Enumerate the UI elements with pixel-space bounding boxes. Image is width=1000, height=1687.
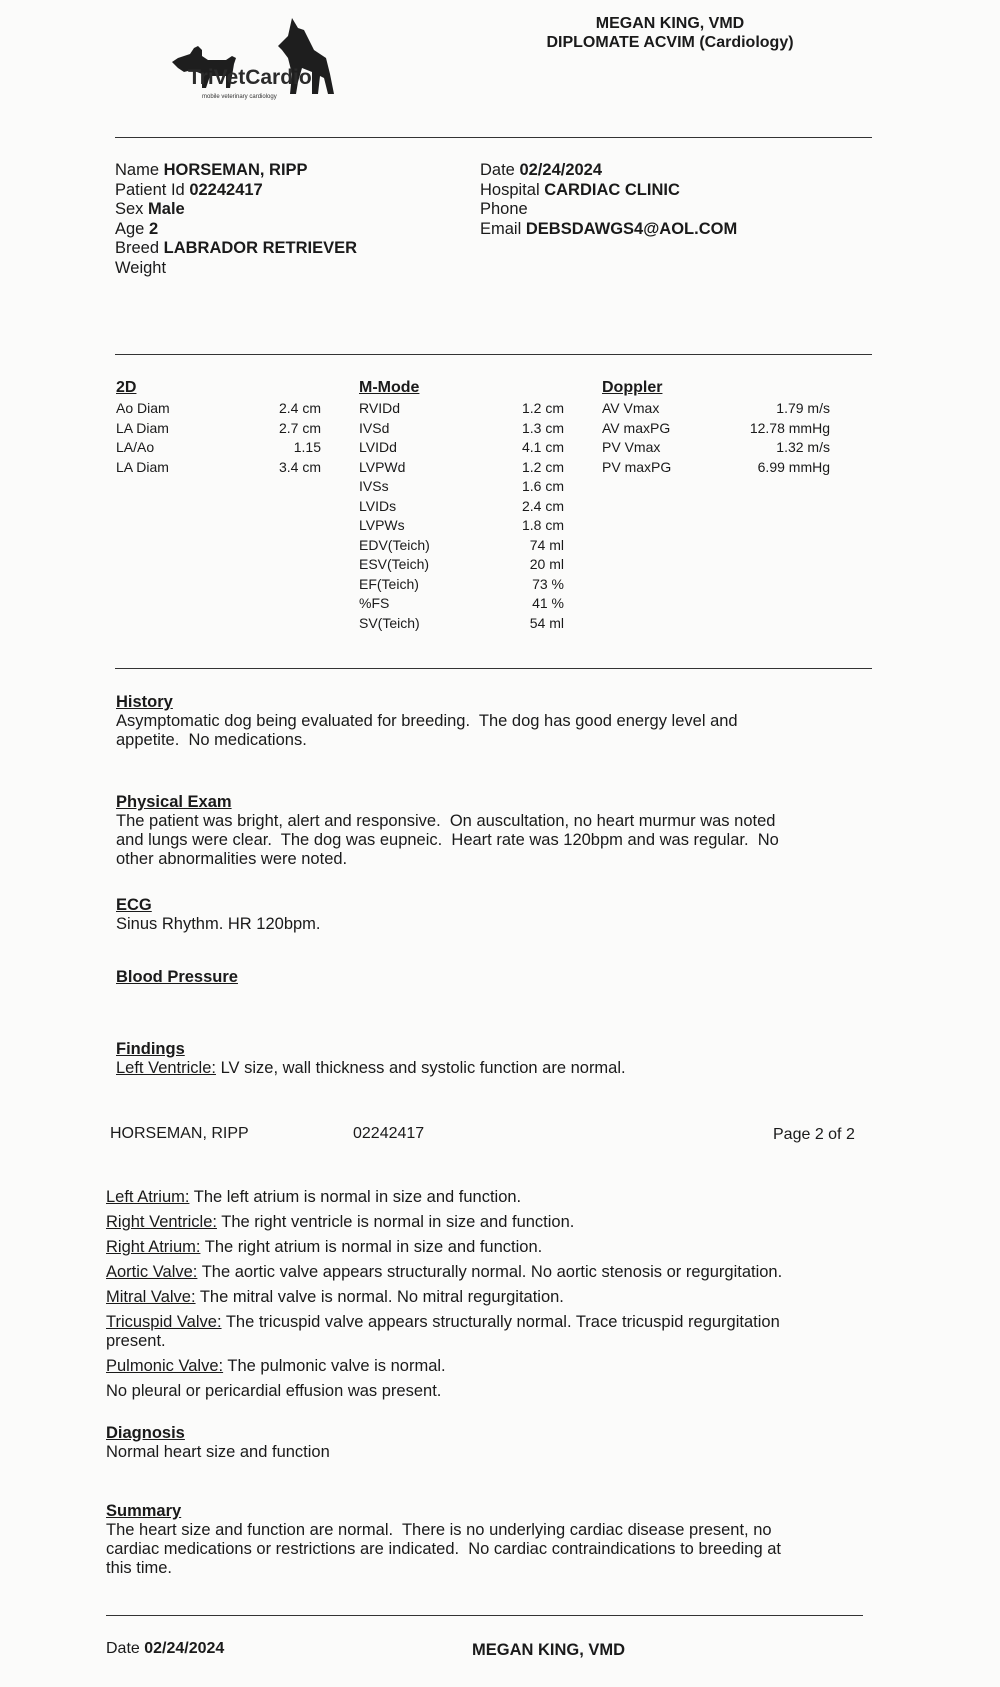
mmode-value: 73 % <box>532 575 564 592</box>
mmode-value: 1.2 cm <box>521 458 564 475</box>
blood-pressure-heading: Blood Pressure <box>116 968 238 986</box>
summary-heading: Summary <box>106 1502 182 1520</box>
logo-text: TriVetCardio <box>188 66 312 89</box>
physical-exam-line: and lungs were clear. The dog was eupneic. Heart rate was 120bpm and was regular. No <box>116 831 779 849</box>
visit-email: DEBSDAWGS4@AOL.COM <box>525 219 738 238</box>
measurements-doppler <box>602 379 830 477</box>
doppler-value: 1.32 m/s <box>776 439 830 455</box>
patient-breed: LABRADOR RETRIEVER <box>163 239 358 257</box>
doppler-value: 12.78 mmHg <box>749 419 830 436</box>
signature-name: MEGAN KING, VMD <box>472 1641 626 1659</box>
mmode-heading: M-Mode <box>359 379 420 396</box>
visit-hospital-row: Hospital CARDIAC CLINIC <box>480 180 680 199</box>
mmode-row <box>359 419 564 439</box>
patient-info <box>115 161 357 278</box>
divider <box>115 668 872 669</box>
history-line: Asymptomatic dog being evaluated for breeding. The dog has good energy level and <box>116 712 738 730</box>
mmode-label: LVIDs <box>359 497 397 514</box>
visit-date: 02/24/2024 <box>519 161 603 179</box>
patient-name-row: Name HORSEMAN, RIPP <box>115 161 308 179</box>
findings-lv: Left Ventricle: LV size, wall thickness and systolic function are normal. <box>116 1059 626 1077</box>
ecg-section <box>116 896 321 934</box>
mmode-label: SV(Teich) <box>359 614 420 631</box>
doppler-value: 1.79 m/s <box>776 400 830 416</box>
mmode-row <box>359 614 564 634</box>
logo-tagline: mobile veterinary cardiology <box>202 94 277 100</box>
ecg-heading: ECG <box>116 896 152 914</box>
visit-hospital: CARDIAC CLINIC <box>544 180 680 199</box>
2d-row <box>116 419 326 439</box>
findings-heading: Findings <box>116 1040 185 1058</box>
2d-label: Ao Diam <box>116 400 170 416</box>
mmode-value: 1.3 cm <box>521 419 564 436</box>
mmode-label: LVPWd <box>359 458 406 475</box>
mmode-row <box>359 497 564 517</box>
finding-tricuspid-valve-cont: present. <box>106 1332 166 1350</box>
finding-right-atrium: Right Atrium: The right atrium is normal in size and function. <box>106 1238 543 1256</box>
page-number: Page 2 of 2 <box>773 1126 855 1143</box>
summary-line: cardiac medications or restrictions are indicated. No cardiac contraindications to breeding at <box>106 1540 782 1558</box>
findings-section <box>116 1040 876 1078</box>
signature-date: Date 02/24/2024 <box>106 1640 225 1657</box>
mmode-label: EF(Teich) <box>359 575 419 592</box>
history-section <box>116 693 876 750</box>
mmode-label: IVSs <box>359 478 389 494</box>
2d-label: LA Diam <box>116 419 169 436</box>
ecg-line: Sinus Rhythm. HR 120bpm. <box>116 915 321 933</box>
2d-value: 3.4 cm <box>278 458 321 475</box>
mmode-row <box>359 575 564 595</box>
mmode-value: 2.4 cm <box>521 497 564 514</box>
doppler-label: AV maxPG <box>602 419 671 436</box>
physical-exam-heading: Physical Exam <box>116 793 232 811</box>
doppler-label: PV maxPG <box>602 458 672 475</box>
findings-continued <box>106 1185 896 1404</box>
mmode-row <box>359 555 564 575</box>
patient-sex-row: Sex Male <box>115 200 185 218</box>
finding-tricuspid-valve: Tricuspid Valve: The tricuspid valve appears structurally normal. Trace tricuspid regurgitation <box>106 1313 780 1331</box>
2d-row <box>116 438 326 458</box>
visit-phone-row: Phone <box>480 200 528 218</box>
mmode-row <box>359 477 564 497</box>
mmode-row <box>359 399 564 419</box>
divider <box>115 354 872 355</box>
patient-name: HORSEMAN, RIPP <box>163 161 308 179</box>
mmode-value: 20 ml <box>529 556 564 572</box>
mmode-label: %FS <box>359 595 390 611</box>
mmode-value: 74 ml <box>529 536 564 553</box>
visit-info <box>480 161 737 239</box>
dogs-logo-icon <box>170 14 370 104</box>
trivetcardio-logo <box>170 14 370 104</box>
page2-patient-id: 02242417 <box>353 1125 425 1142</box>
history-heading: History <box>116 693 173 711</box>
patient-age: 2 <box>148 219 159 238</box>
patient-breed-row: Breed LABRADOR RETRIEVER <box>115 239 358 257</box>
doctor-header <box>500 14 840 52</box>
mmode-row <box>359 594 564 614</box>
summary-line: this time. <box>106 1559 173 1577</box>
doppler-label: PV Vmax <box>602 439 661 455</box>
2d-row <box>116 458 326 478</box>
patient-sex: Male <box>148 200 185 218</box>
physical-exam-section <box>116 793 896 869</box>
diagnosis-text: Normal heart size and function <box>106 1443 330 1461</box>
2d-row <box>116 399 326 419</box>
finding-pulmonic-valve: Pulmonic Valve: The pulmonic valve is normal. <box>106 1357 446 1375</box>
patient-id: 02242417 <box>189 180 263 199</box>
mmode-row <box>359 438 564 458</box>
mmode-value: 54 ml <box>529 614 564 631</box>
doppler-row <box>602 419 830 439</box>
doppler-row <box>602 438 830 458</box>
mmode-value: 4.1 cm <box>521 439 564 455</box>
finding-right-ventricle: Right Ventricle: The right ventricle is normal in size and function. <box>106 1213 575 1231</box>
divider <box>106 1615 863 1616</box>
doctor-name: MEGAN KING, VMD <box>595 15 745 32</box>
mmode-row <box>359 458 564 478</box>
physical-exam-line: The patient was bright, alert and responsive. On auscultation, no heart murmur was noted <box>116 812 776 830</box>
mmode-value: 41 % <box>532 595 564 611</box>
diagnosis-heading: Diagnosis <box>106 1424 185 1442</box>
summary-line: The heart size and function are normal. There is no underlying cardiac disease present, no <box>106 1521 772 1539</box>
mmode-row <box>359 516 564 536</box>
doctor-title: DIPLOMATE ACVIM (Cardiology) <box>546 34 794 51</box>
physical-exam-line: other abnormalities were noted. <box>116 850 348 868</box>
patient-weight-row: Weight <box>115 258 167 277</box>
doppler-value: 6.99 mmHg <box>757 458 830 475</box>
patient-age-row: Age 2 <box>115 219 159 238</box>
mmode-value: 1.8 cm <box>521 517 564 533</box>
summary-section <box>106 1502 896 1578</box>
patient-id-row: Patient Id 02242417 <box>115 180 263 199</box>
diagnosis-section <box>106 1424 330 1462</box>
2d-value: 2.7 cm <box>278 419 321 436</box>
lv-label: Left Ventricle: <box>116 1059 216 1077</box>
mmode-value: 1.6 cm <box>521 478 564 494</box>
finding-mitral-valve: Mitral Valve: The mitral valve is normal. No mitral regurgitation. <box>106 1288 564 1306</box>
visit-date-row: Date 02/24/2024 <box>480 161 603 179</box>
measurements-2d <box>116 379 326 477</box>
finding-left-atrium: Left Atrium: The left atrium is normal in size and function. <box>106 1188 522 1206</box>
divider <box>115 137 872 138</box>
mmode-value: 1.2 cm <box>521 400 564 416</box>
mmode-row <box>359 536 564 556</box>
page2-patient-name: HORSEMAN, RIPP <box>110 1125 249 1142</box>
mmode-label: IVSd <box>359 419 390 436</box>
mmode-label: EDV(Teich) <box>359 536 430 553</box>
mmode-label: ESV(Teich) <box>359 556 430 572</box>
finding-effusion: No pleural or pericardial effusion was present. <box>106 1382 442 1400</box>
doppler-label: AV Vmax <box>602 400 660 416</box>
2d-label: LA/Ao <box>116 439 155 455</box>
visit-email-row: Email DEBSDAWGS4@AOL.COM <box>480 219 738 238</box>
doppler-heading: Doppler <box>602 379 663 396</box>
blood-pressure-section <box>116 968 238 987</box>
doppler-row <box>602 458 830 478</box>
measurements-mmode <box>359 379 564 633</box>
2d-value: 1.15 <box>293 439 321 455</box>
mmode-label: LVIDd <box>359 439 397 455</box>
doppler-row <box>602 399 830 419</box>
mmode-label: LVPWs <box>359 517 405 533</box>
finding-aortic-valve: Aortic Valve: The aortic valve appears structurally normal. No aortic stenosis or regurgitation. <box>106 1263 783 1281</box>
2d-value: 2.4 cm <box>278 400 321 416</box>
2d-heading: 2D <box>116 379 137 396</box>
history-line: appetite. No medications. <box>116 731 307 749</box>
mmode-label: RVIDd <box>359 400 400 416</box>
2d-label: LA Diam <box>116 458 169 475</box>
